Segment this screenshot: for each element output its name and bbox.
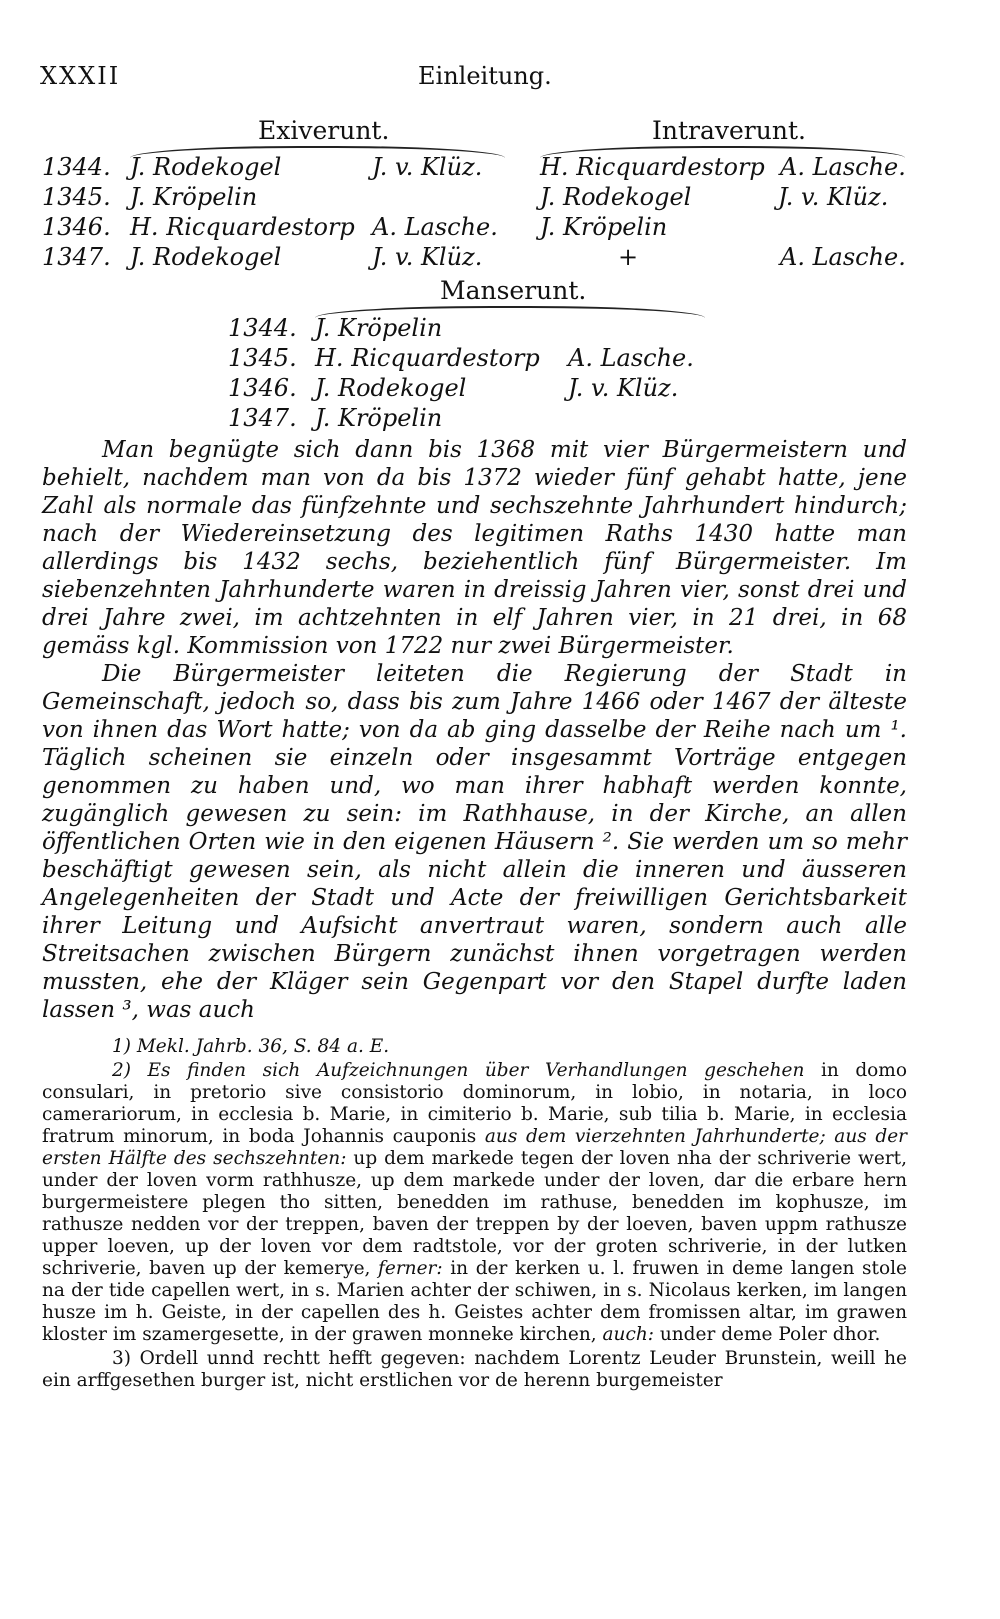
exit-name: J. Rodekogel <box>130 153 282 181</box>
footnote-2-text: in domo consulari, in pretorio sive consistorio dominorum, in lobio, in notaria, in loco camerariorum, in ecclesia b. Marie, in cimiterio b. Marie, sub tilia b. Marie, in ecclesia fratrum minorum, in boda Johannis cauponis <box>42 1060 907 1147</box>
footnote-2-text: aus dem vierzehnten Jahrhunderte; aus der ersten Hälfte des sechszehnten: <box>42 1126 907 1169</box>
stay-partner: A. Lasche. <box>568 344 694 372</box>
year: 1347. <box>42 243 111 271</box>
year: 1347. <box>228 404 297 432</box>
table1-row <box>0 183 1000 213</box>
manserunt-heading: Manserunt. <box>440 276 587 305</box>
table2-row <box>0 314 1000 344</box>
enter-name: J. Kröpelin <box>540 213 668 241</box>
exiverunt-heading: Exiverunt. <box>258 116 390 145</box>
exit-name: J. Kröpelin <box>130 183 258 211</box>
table2-row <box>0 344 1000 374</box>
footnote-2-text: under deme Poler dhor. <box>653 1324 881 1345</box>
exit-partner: A. Lasche. <box>372 213 498 241</box>
year: 1344. <box>42 153 111 181</box>
year: 1346. <box>228 374 297 402</box>
footnotes <box>42 1036 907 1394</box>
table2-row <box>0 374 1000 404</box>
table2-row <box>0 404 1000 434</box>
page-number: XXXII <box>40 62 121 90</box>
footnote-1: 1) Mekl. Jahrb. 36, S. 84 a. E. <box>112 1036 390 1057</box>
footnote-2-text: ferner: <box>378 1258 443 1279</box>
table1-row <box>0 213 1000 243</box>
exit-name: J. Rodekogel <box>130 243 282 271</box>
footnote-3: 3) Ordell unnd rechtt hefft gegeven: nachdem Lorentz Leuder Brunstein, weill he ein arffgesethen burger ist, nicht erstlichen vor de herenn burgemeister <box>42 1348 907 1391</box>
year: 1345. <box>228 344 297 372</box>
exit-partner: J. v. Klüz. <box>372 153 483 181</box>
table1-row <box>0 243 1000 273</box>
intraverunt-heading: Intraverunt. <box>652 116 806 145</box>
enter-name: H. Ricquardestorp <box>540 153 765 181</box>
deceased-mark: + <box>618 243 639 271</box>
enter-partner: A. Lasche. <box>780 153 906 181</box>
paragraph: Man begnügte sich dann bis 1368 mit vier Bürgermeistern und behielt, nachdem man von da bis 1372 wieder fünf gehabt hatte, jene Zahl als normale das fünfzehnte und sechszehnte Jahrhundert hindurch; nach der Wiedereinsetzung des legitimen Raths 1430 hatte man allerdings bis 1432 sechs, beziehentlich fünf Bürgermeister. Im siebenzehnten Jahrhunderte waren in dreissig Jahren vier, sonst drei und drei Jahre zwei, im achtzehnten in elf Jahren vier, in 21 drei, in 68 gemäss kgl. Kommission von 1722 nur zwei Bürgermeister. <box>42 437 907 659</box>
footnote-2-text: in der kerken u. l. fruwen in deme langen stole na der tide capellen wert, in s. Marien achter der schiwen, in s. Nicolaus kerken, im langen husze im h. Geiste, in der capellen des h. Geistes achter dem fromissen altar, im grawen kloster im szamergesette, in der grawen monneke kirchen, <box>42 1258 907 1345</box>
table1-row <box>0 153 1000 183</box>
stay-name: J. Rodekogel <box>315 374 467 402</box>
year: 1345. <box>42 183 111 211</box>
exit-name: H. Ricquardestorp <box>130 213 355 241</box>
year: 1346. <box>42 213 111 241</box>
year: 1344. <box>228 314 297 342</box>
running-title: Einleitung. <box>418 62 552 90</box>
paragraph: Die Bürgermeister leiteten die Regierung der Stadt in Gemeinschaft, jedoch so, dass bis zum Jahre 1466 oder 1467 der älteste von ihnen das Wort hatte; von da ab ging dasselbe der Reihe nach um ¹. Täglich scheinen sie einzeln oder insgesammt Vorträge entgegen genommen zu haben und, wo man ihrer habhaft werden konnte, zugänglich gewesen zu sein: im Rathhause, in der Kirche, an allen öffentlichen Orten wie in den eigenen Häusern ². Sie werden um so mehr beschäftigt gewesen sein, als nicht allein die inneren und äusseren Angelegenheiten der Stadt und Acte der freiwilligen Gerichtsbarkeit ihrer Leitung und Aufsicht anvertraut waren, sondern auch alle Streitsachen zwischen Bürgern zunächst ihnen vorgetragen werden mussten, ehe der Kläger sein Gegenpart vor den Stapel durfte laden lassen ³, was auch <box>42 661 907 1023</box>
enter-partner: A. Lasche. <box>780 243 906 271</box>
stay-name: J. Kröpelin <box>315 404 443 432</box>
stay-name: J. Kröpelin <box>315 314 443 342</box>
exit-partner: J. v. Klüz. <box>372 243 483 271</box>
enter-partner: J. v. Klüz. <box>778 183 889 211</box>
main-text <box>42 436 907 1024</box>
footnote-2-text: auch: <box>602 1324 654 1345</box>
enter-name: J. Rodekogel <box>540 183 692 211</box>
footnote-2-text: up dem markede tegen der loven nha der schriverie wert, under der loven vorm rathhusze, up dem markede under der loven, dar die erbare hern burgermeistere plegen tho sitten, benedden im rathuse, benedden im kophusze, im rathusze nedden vor der treppen, baven der treppen by der loeven, baven uppm rathusze upper loeven, up der loven vor dem radtstole, vor der groten schriverie, in der lutken schriverie, baven up der kemerye, <box>42 1148 907 1279</box>
footnote-2 <box>42 1060 907 1346</box>
stay-name: H. Ricquardestorp <box>315 344 540 372</box>
footnote-2-lead: 2) Es finden sich Aufzeichnungen über Verhandlungen geschehen <box>112 1060 805 1081</box>
stay-partner: J. v. Klüz. <box>568 374 679 402</box>
